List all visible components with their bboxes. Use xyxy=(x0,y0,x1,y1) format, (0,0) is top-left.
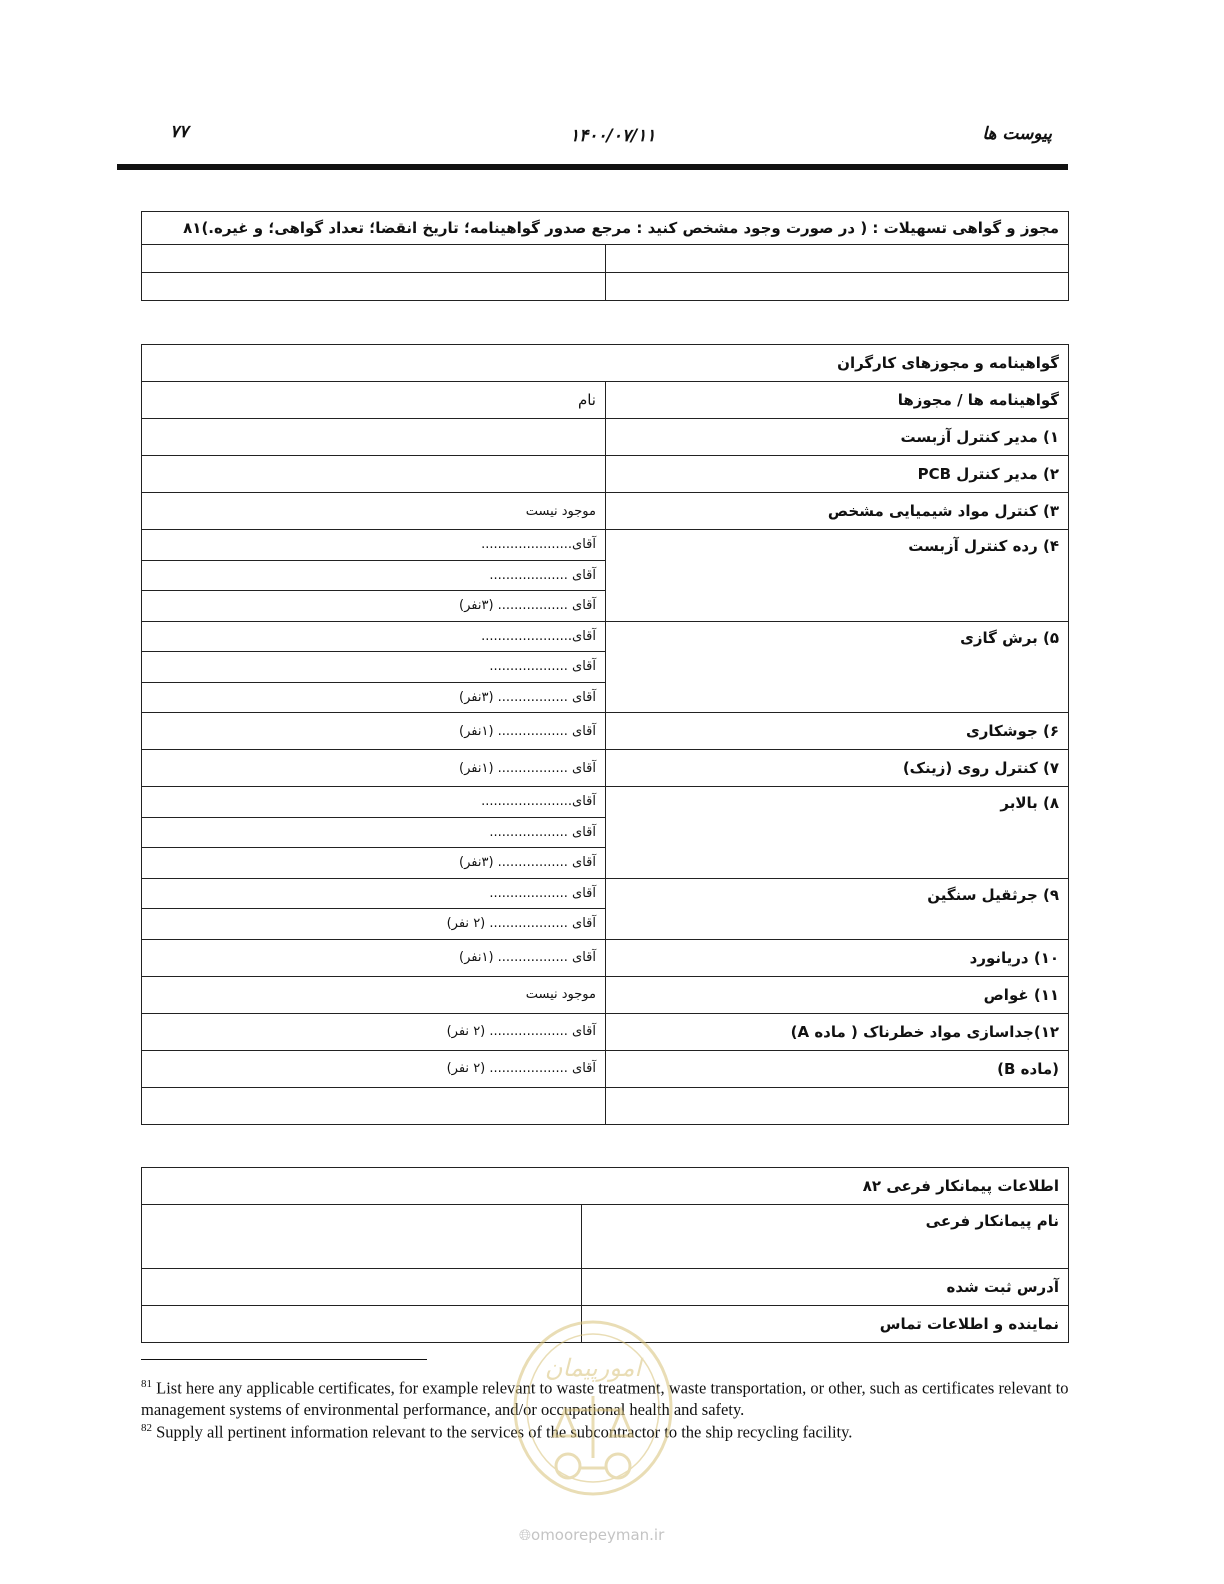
worker-name-value: آقای ................... (۲ نفر) xyxy=(142,1050,606,1087)
worker-certificates-table xyxy=(141,344,1069,1125)
worker-certificate-row xyxy=(142,787,1069,818)
subcontractor-address-field xyxy=(142,1269,582,1306)
worker-certificate-row xyxy=(142,419,1069,456)
worker-certificate-row xyxy=(142,530,1069,561)
worker-name-value: آقای...................... xyxy=(142,621,606,652)
certificate-label: ۱۲)جداسازی مواد خطرناک ( ماده A) xyxy=(606,1013,1069,1050)
certificate-label: ۷) کنترل روی (زینک) xyxy=(606,750,1069,787)
footnote-rule xyxy=(141,1359,427,1360)
worker-name-value: آقای ................. (۱نفر) xyxy=(142,939,606,976)
watermark-site-text: omoorepeyman.ir xyxy=(531,1526,665,1544)
worker-certificate-row xyxy=(142,878,1069,909)
table-cell xyxy=(606,245,1069,273)
certificate-label: ۳) کنترل مواد شیمیایی مشخص xyxy=(606,493,1069,530)
certificate-label: ۱۱) غواص xyxy=(606,976,1069,1013)
subcontractor-name-label: نام پیمانکار فرعی xyxy=(582,1205,1069,1269)
worker-certificate-row xyxy=(142,493,1069,530)
subcontractor-name-field xyxy=(142,1205,582,1269)
worker-certificate-row xyxy=(142,976,1069,1013)
worker-name-value xyxy=(142,419,606,456)
worker-name-value: آقای ................... xyxy=(142,560,606,591)
worker-certificate-row xyxy=(142,750,1069,787)
certificate-label: ۱۰) دریانورد xyxy=(606,939,1069,976)
worker-name-value: موجود نیست xyxy=(142,976,606,1013)
certificate-label: (ماده B) xyxy=(606,1050,1069,1087)
subcontractor-table xyxy=(141,1167,1069,1343)
table-cell xyxy=(142,1087,606,1124)
worker-name-value: موجود نیست xyxy=(142,493,606,530)
footnote-82-text: Supply all pertinent information relevant to the services of the subcontractor to the ship recycling facility. xyxy=(156,1422,853,1442)
subcontractor-title: اطلاعات پیمانکار فرعی ۸۲ xyxy=(142,1168,1069,1205)
watermark-site xyxy=(519,1526,664,1544)
worker-name-value: آقای...................... xyxy=(142,787,606,818)
footnote-82-mark: 82 xyxy=(141,1422,152,1434)
facility-certificates-title: مجوز و گواهی تسهیلات : ( در صورت وجود مشخص کنید : مرجع صدور گواهینامه؛ تاریخ انقضا؛ تعداد گواهی؛ و غیره.)۸۱ xyxy=(142,212,1069,245)
globe-icon: 🌐︎ xyxy=(519,1526,532,1544)
worker-name-value: آقای ................... (۲ نفر) xyxy=(142,909,606,940)
certificate-label: ۱) مدیر کنترل آزبست xyxy=(606,419,1069,456)
subcontractor-address-label: آدرس ثبت شده xyxy=(582,1269,1069,1306)
worker-certificate-row xyxy=(142,621,1069,652)
worker-certificate-row xyxy=(142,713,1069,750)
worker-name-value: آقای ................... xyxy=(142,652,606,683)
certificate-label: ۲) مدیر کنترل PCB xyxy=(606,456,1069,493)
table-cell xyxy=(606,1087,1069,1124)
worker-certificate-row xyxy=(142,1050,1069,1087)
header-section-title: پیوست ها xyxy=(982,124,1052,144)
table-cell xyxy=(142,245,606,273)
certificate-label: ۸) بالابر xyxy=(606,787,1069,879)
certificate-label: ۵) برش گازی xyxy=(606,621,1069,713)
table-cell xyxy=(142,273,606,301)
watermark-seal-logo xyxy=(510,1318,676,1498)
worker-name-value: آقای ................... xyxy=(142,817,606,848)
column-header-name: نام xyxy=(142,382,606,419)
worker-name-value: آقای...................... xyxy=(142,530,606,561)
header-rule xyxy=(117,164,1068,170)
certificate-label: ۶) جوشکاری xyxy=(606,713,1069,750)
worker-certificate-row xyxy=(142,939,1069,976)
worker-certificate-row xyxy=(142,456,1069,493)
worker-name-value: آقای ................... (۲ نفر) xyxy=(142,1013,606,1050)
worker-name-value: آقای ................. (۳نفر) xyxy=(142,591,606,622)
worker-name-value: آقای ................. (۱نفر) xyxy=(142,750,606,787)
table-cell xyxy=(606,273,1069,301)
footnote-81-mark: 81 xyxy=(141,1378,152,1390)
worker-name-value xyxy=(142,456,606,493)
certificate-label: ۴) رده کنترل آزبست xyxy=(606,530,1069,622)
certificate-label: ۹) جرثقیل سنگین xyxy=(606,878,1069,939)
header-date: ۱۴۰۰/۰۷/۱۱ xyxy=(570,126,656,146)
worker-certificate-row xyxy=(142,1013,1069,1050)
header-page-number: ۷۷ xyxy=(170,122,189,142)
footnote-81-text: List here any applicable certificates, for example relevant to waste treatment, waste transportation, or other, such as certificates relevant to management systems of environmental performance, and/or occupational health and safety. xyxy=(141,1378,1069,1419)
watermark-seal-text: امورپیمان xyxy=(544,1354,642,1382)
column-header-certificate: گواهینامه ها / مجوزها xyxy=(606,382,1069,419)
facility-certificates-table xyxy=(141,211,1069,301)
worker-name-value: آقای ................... xyxy=(142,878,606,909)
worker-name-value: آقای ................. (۱نفر) xyxy=(142,713,606,750)
worker-name-value: آقای ................. (۳نفر) xyxy=(142,682,606,713)
subcontractor-contact-label: نماینده و اطلاعات تماس xyxy=(582,1306,1069,1343)
worker-certificates-title: گواهینامه و مجوزهای کارگران xyxy=(142,345,1069,382)
worker-name-value: آقای ................. (۳نفر) xyxy=(142,848,606,879)
